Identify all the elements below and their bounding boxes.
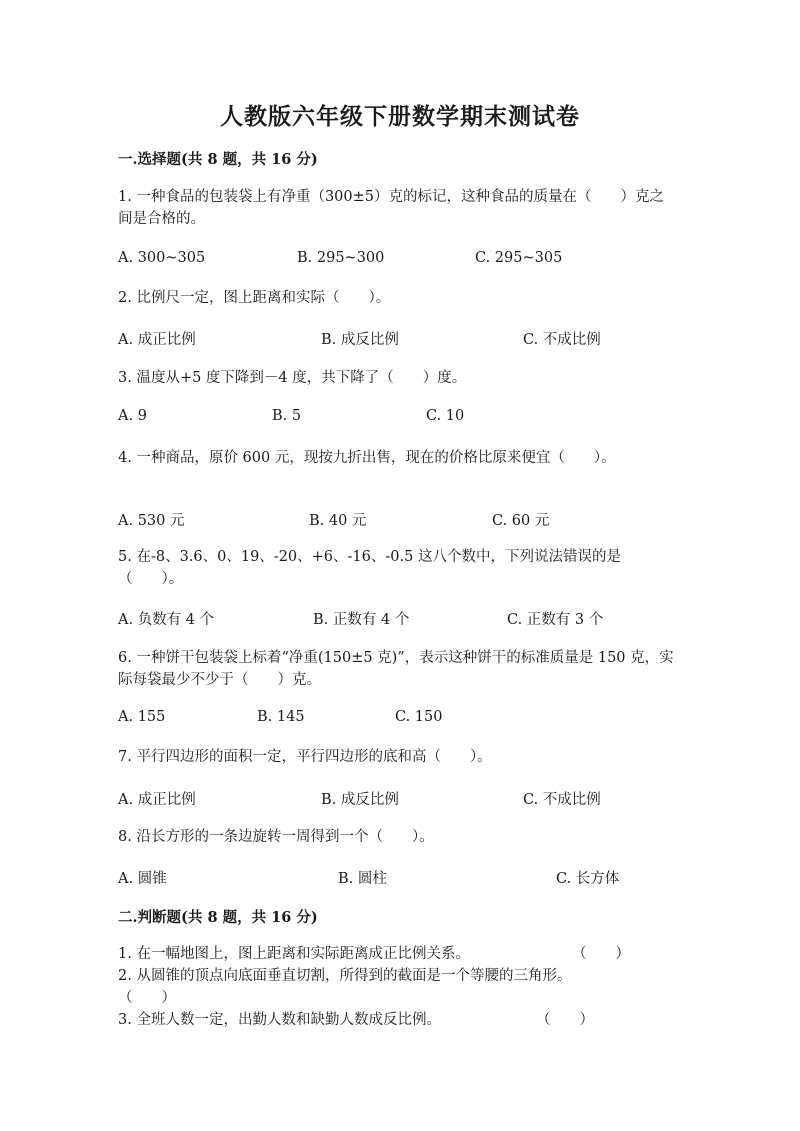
judge-item-1-answer-blank: （ ）: [572, 946, 630, 962]
question-3-option-a: A. 9: [118, 408, 147, 424]
judge-item-3-answer-blank: （ ）: [536, 1012, 594, 1028]
question-2-option-b: B. 成反比例: [321, 332, 399, 348]
judge-item-3-text: 3. 全班人数一定，出勤人数和缺勤人数成反比例。: [118, 1012, 441, 1028]
question-4-option-b: B. 40 元: [309, 513, 367, 529]
question-7-option-a: A. 成正比例: [118, 792, 196, 808]
question-1: 1. 一种食品的包装袋上有净重（300±5）克的标记，这种食品的质量在（ ）克之间是合格的。: [118, 189, 664, 227]
question-1-option-b: B. 295~300: [297, 250, 385, 266]
judge-item-2-answer-blank: （ ）: [118, 990, 176, 1006]
judge-item-2-text: 2. 从圆锥的顶点向底面垂直切割，所得到的截面是一个等腰的三角形。: [118, 968, 572, 984]
question-3-option-c: C. 10: [426, 408, 465, 424]
question-3-option-b: B. 5: [272, 408, 302, 424]
judge-item-3: [118, 1009, 678, 1031]
question-6: 6. 一种饼干包装袋上标着“净重(150±5 克)”，表示这种饼干的标准质量是 150 克，实际每袋最少不少于（ ）克。: [118, 650, 674, 688]
page-title: 人教版六年级下册数学期末测试卷: [220, 103, 580, 130]
question-8: 8. 沿长方形的一条边旋转一周得到一个（ ）。: [118, 829, 434, 845]
question-1-option-a: A. 300~305: [118, 250, 206, 266]
question-5-option-c: C. 正数有 3 个: [507, 612, 604, 628]
question-5: 5. 在-8、3.6、0、19、-20、+6、-16、-0.5 这八个数中，下列说法错误的是（ ）。: [118, 549, 621, 587]
question-2-option-a: A. 成正比例: [118, 332, 196, 348]
question-7-option-c: C. 不成比例: [523, 792, 601, 808]
section-heading-choice: 一.选择题(共 8 题，共 16 分): [118, 151, 318, 168]
question-4-option-a: A. 530 元: [118, 513, 185, 529]
question-8-option-a: A. 圆锥: [118, 871, 167, 887]
question-6-option-b: B. 145: [257, 709, 305, 725]
question-4: 4. 一种商品，原价 600 元，现按九折出售，现在的价格比原来便宜（ ）。: [118, 450, 616, 466]
judge-item-1-text: 1. 在一幅地图上，图上距离和实际距离成正比例关系。: [118, 946, 470, 962]
question-7-option-b: B. 成反比例: [321, 792, 399, 808]
question-8-option-c: C. 长方体: [556, 871, 620, 887]
judge-item-1: [118, 943, 678, 965]
question-3: 3. 温度从+5 度下降到－4 度，共下降了（ ）度。: [118, 370, 467, 386]
question-1-option-c: C. 295~305: [475, 250, 563, 266]
question-6-option-a: A. 155: [118, 709, 166, 725]
question-5-option-a: A. 负数有 4 个: [118, 612, 215, 628]
question-8-option-b: B. 圆柱: [338, 871, 387, 887]
question-2: 2. 比例尺一定，图上距离和实际（ ）。: [118, 290, 391, 306]
question-5-option-b: B. 正数有 4 个: [313, 612, 410, 628]
judge-item-2: [118, 965, 658, 1009]
question-4-option-c: C. 60 元: [492, 513, 550, 529]
section-heading-judge: 二.判断题(共 8 题，共 16 分): [118, 909, 318, 926]
question-2-option-c: C. 不成比例: [523, 332, 601, 348]
question-6-option-c: C. 150: [395, 709, 443, 725]
question-7: 7. 平行四边形的面积一定，平行四边形的底和高（ ）。: [118, 749, 492, 765]
